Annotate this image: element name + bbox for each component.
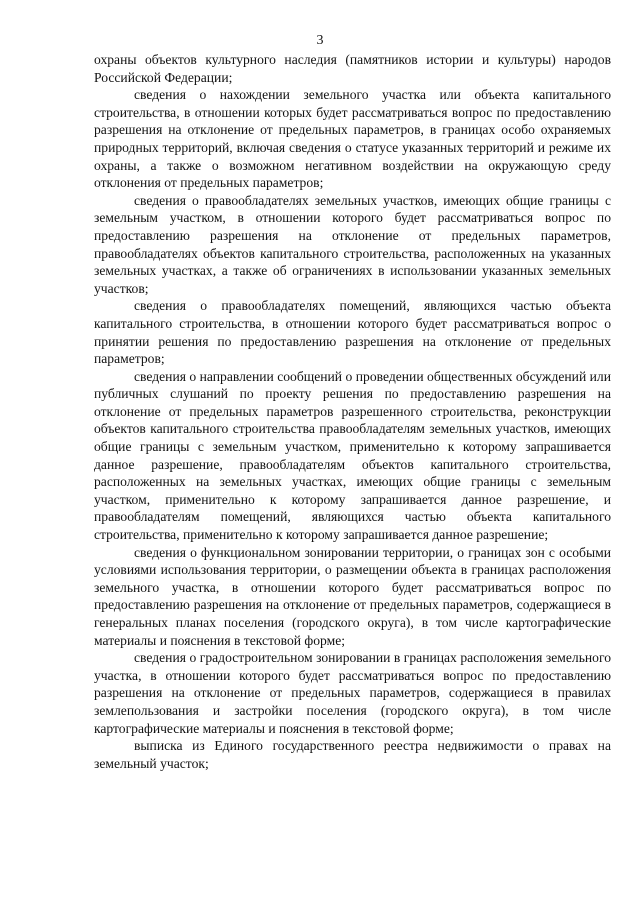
paragraph: сведения о правообладателях земельных участков, имеющих общие границы с земельным участком, в отношении которого будет рассматриваться вопрос по предоставлению разрешения на отклонение от предельных параметров, правообладателях объектов капитального строительства, расположенных на указанных земельных участках, а также об ограничениях в использовании указанных земельных участков; bbox=[94, 192, 611, 296]
paragraph: сведения о градостроительном зонировании в границах расположения земельного участка, в отношении которого будет рассматриваться вопрос по предоставлению разрешения на отклонение от предельных параметров, содержащиеся в правилах землепользования и застройки поселения (городского округа), в том числе картографические материалы и пояснения в текстовой форме; bbox=[94, 650, 611, 736]
paragraph: сведения о нахождении земельного участка или объекта капитального строительства, в отношении которых будет рассматриваться вопрос по предоставлению разрешения на отклонение от предельных параметров, в границах особо охраняемых природных территорий, включая сведения о статусе указанных территорий и режиме их охраны, а также о возможном негативном воздействии на окружающую среду отклонения от предельных параметров; bbox=[94, 87, 611, 191]
page-number: 3 bbox=[316, 33, 324, 48]
paragraph-continued: охраны объектов культурного наследия (памятников истории и культуры) народов Российской Федерации; bbox=[94, 52, 611, 85]
paragraph: сведения о функциональном зонировании территории, о границах зон с особыми условиями использования территории, о размещении объекта в границах расположения земельного участка, в отношении которого будет рассматриваться вопрос по предоставлению разрешения на отклонение от предельных параметров, содержащиеся в генеральных планах поселения (городского округа), в том числе картографические материалы и пояснения в текстовой форме; bbox=[94, 544, 611, 648]
paragraph: сведения о правообладателях помещений, являющихся частью объекта капитального строительства, в отношении которого будет рассматриваться вопрос о принятии решения по предоставлению разрешения на отклонение от предельных параметров; bbox=[94, 298, 611, 367]
document-body bbox=[94, 51, 611, 772]
paragraph: сведения о направлении сообщений о проведении общественных обсуждений или публичных слушаний по проекту решения по предоставлению разрешения на отклонение от предельных параметров разрешенного строительства, реконструкции объектов капитального строительства правообладателям земельных участков, имеющих общие границы с земельным участком, применительно к которому запрашивается данное разрешение, правообладателям объектов капитального строительства, расположенных на земельных участках, имеющих общие границы с земельным участком, применительно к которому запрашивается данное разрешение, и правообладателям помещений, являющихся частью объекта капитального строительства, применительно к которому запрашивается данное разрешение; bbox=[94, 368, 611, 543]
paragraph: выписка из Единого государственного реестра недвижимости о правах на земельный участок; bbox=[94, 738, 611, 771]
